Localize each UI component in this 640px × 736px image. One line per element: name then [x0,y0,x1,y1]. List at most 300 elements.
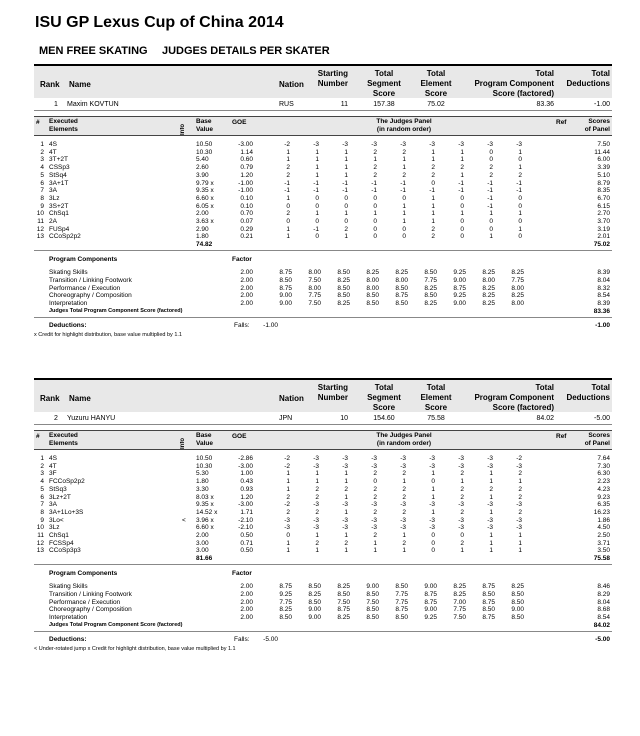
element-code: ChSq1 [49,532,69,539]
judge-score: 1 [518,547,522,555]
judge-score: 1 [489,493,493,501]
element-base-value: 3.90 [196,171,209,179]
judge-score: 2 [286,508,290,516]
judge-score: 2 [518,171,522,179]
judge-score: 1 [344,478,348,486]
tes-header-2: Element [420,393,452,402]
skater-name: Yuzuru HANYU [67,415,116,422]
num-header: # [36,119,40,126]
judge-component-score: 8.50 [366,606,379,614]
element-number: 5 [40,171,44,179]
falls-label: Falls: [234,635,250,643]
judge-score: 0 [489,218,493,225]
element-row [34,233,612,241]
judge-score: -1 [400,179,406,187]
judge-component-score: 8.25 [337,276,350,284]
judge-score: 0 [518,218,522,225]
pcs-total-row [34,308,612,316]
judge-score: -3 [516,516,522,524]
element-base-value: 9.35 x [196,187,214,195]
judge-score: 0 [373,478,377,486]
judge-score: -3 [313,455,319,462]
judge-score: 1 [286,547,290,555]
judge-score: 1 [344,470,348,478]
judge-score: -1 [342,187,348,195]
element-panel-score: 11.44 [594,148,610,156]
elements-total-row [34,241,612,249]
component-factor: 2.00 [240,590,253,598]
judge-score: -1 [487,202,493,210]
judge-component-score: 9.00 [308,606,321,614]
element-goe: -2.86 [238,455,253,462]
element-row [34,226,612,234]
pcs-header-1: Total [535,383,554,392]
judge-score: 1 [402,202,406,210]
element-row [34,486,612,494]
judge-score: -3 [371,524,377,532]
judge-score: 1 [315,164,319,172]
ref-header: Ref [556,433,567,440]
judge-score: -3 [487,524,493,532]
judge-component-score: 8.00 [366,284,379,292]
element-number: 2 [40,462,44,470]
ded-header-1: Total [591,69,610,78]
ded-header-2: Deductions [566,393,610,402]
judge-score: -2 [516,455,522,462]
element-row [34,532,612,540]
element-number: 6 [40,179,44,187]
element-code: StSq3 [49,485,67,493]
element-panel-score: 16.23 [593,508,610,516]
judge-score: 1 [344,233,348,241]
judge-score: 1 [518,225,522,233]
judge-score: -3 [400,524,406,532]
tes-header-1: Total [426,383,446,392]
judge-component-score: 8.25 [482,284,495,292]
element-panel-score: 9.23 [597,493,610,501]
tes-header-1: Total [426,69,446,78]
judge-score: 2 [518,485,522,493]
judge-score: -3 [516,141,522,148]
pcs-total-label: Judges Total Program Component Score (factored) [49,621,183,628]
component-panel-score: 8.39 [597,299,610,307]
judge-score: 0 [286,218,290,225]
element-panel-score: 2.70 [597,210,610,218]
element-code: 3Lz [49,524,60,532]
judge-score: 1 [286,194,290,202]
component-name: Choreography / Composition [49,292,132,300]
judge-component-score: 8.25 [482,269,495,277]
sop-header-2: of Panel [584,126,610,133]
event-subtitle: MEN FREE SKATING [39,45,148,57]
element-code: 4S [49,141,57,148]
element-row [34,478,612,486]
judge-score: 0 [431,179,435,187]
name-header: Name [69,80,91,89]
element-panel-score: 6.15 [597,202,610,210]
element-goe: -3.00 [238,462,253,470]
judge-score: 2 [402,493,406,501]
element-base-value: 9.35 x [196,501,214,509]
element-number: 4 [40,478,44,486]
judge-score: 2 [286,493,290,501]
judge-score: 2 [518,470,522,478]
judge-component-score: 8.25 [482,292,495,300]
judge-score: -3 [458,501,464,509]
judge-component-score: 8.25 [453,583,466,591]
component-panel-score: 8.32 [597,284,610,292]
judge-score: 2 [373,470,377,478]
judge-score: 1 [518,164,522,172]
judge-score: 2 [489,164,493,172]
judge-score: 1 [344,148,348,156]
element-row [34,180,612,188]
judge-component-score: 8.75 [279,583,292,591]
falls-value: -5.00 [263,635,278,643]
judge-score: 1 [344,171,348,179]
judge-score: 1 [315,210,319,218]
judge-score: -3 [371,516,377,524]
element-number: 10 [36,524,44,532]
skater-start-number: 10 [340,415,348,422]
judge-score: 2 [460,493,464,501]
judge-component-score: 9.00 [366,583,379,591]
element-goe: 0.10 [240,194,253,202]
judge-score: 1 [489,478,493,486]
element-panel-score: 5.10 [597,171,610,179]
judge-score: 1 [489,233,493,241]
judge-component-score: 8.75 [279,269,292,277]
judge-score: 2 [315,493,319,501]
judge-score: -2 [284,501,290,509]
judge-score: 2 [315,485,319,493]
element-number: 13 [36,233,44,241]
judge-score: 1 [344,547,348,555]
judge-score: -3 [371,462,377,470]
element-number: 6 [40,493,44,501]
skater-pcs: 83.36 [536,101,554,108]
judge-score: 1 [286,233,290,241]
component-panel-score: 8.04 [597,598,610,606]
judge-score: -3 [516,501,522,509]
element-code: 3T+2T [49,156,68,164]
element-base-value: 2.90 [196,225,209,233]
component-name: Interpretation [49,299,88,307]
judge-score: -3 [313,516,319,524]
judge-score: 1 [344,210,348,218]
judge-score: 1 [518,539,522,547]
element-base-value: 6.60 x [196,524,214,532]
element-panel-score: 3.39 [597,164,610,172]
element-code: 3Lo< [49,516,64,524]
element-panel-score: 6.30 [597,470,610,478]
element-code: 3A+1Lo+3S [49,508,84,516]
element-code: 3A [49,501,57,509]
components-header [34,256,612,264]
component-row [34,599,612,607]
judge-component-score: 8.50 [395,284,408,292]
judge-score: -3 [429,462,435,470]
element-number: 10 [36,210,44,218]
component-factor: 2.00 [240,299,253,307]
judge-score: -3 [458,516,464,524]
judge-score: 1 [344,493,348,501]
element-base-value: 10.30 [196,462,213,470]
element-base-value: 2.00 [196,532,209,539]
pcs-total-value: 83.36 [593,307,610,315]
judge-score: -3 [400,455,406,462]
judge-score: 1 [286,225,290,233]
judge-score: -3 [516,524,522,532]
judge-score: 1 [315,156,319,164]
element-base-value: 3.63 x [196,218,214,225]
elements-score-total: 75.58 [593,555,610,563]
judge-score: -3 [429,516,435,524]
element-row [34,187,612,195]
element-panel-score: 7.50 [597,141,610,148]
judge-component-score: 7.75 [395,590,408,598]
nation-header: Nation [279,80,304,89]
judge-component-score: 8.00 [308,269,321,277]
element-code: CCoSp3p3 [49,547,81,555]
pcs-header-3: Score (factored) [492,89,554,98]
element-code: 4S [49,455,57,462]
ref-header: Ref [556,119,567,126]
judge-score: 0 [431,478,435,486]
judge-score: 1 [460,156,464,164]
judge-score: -1 [342,179,348,187]
judge-score: 2 [373,493,377,501]
element-row [34,470,612,478]
judge-score: -1 [371,179,377,187]
judge-score: -3 [516,462,522,470]
element-goe: 0.50 [240,532,253,539]
element-panel-score: 8.35 [597,187,610,195]
element-code: 3A+1T [49,179,69,187]
component-row [34,614,612,622]
judge-score: 1 [315,547,319,555]
skater-start-number: 11 [340,101,348,108]
element-code: FCCoSp2p2 [49,478,85,486]
element-base-value: 2.00 [196,210,209,218]
judge-score: 2 [344,539,348,547]
panel-header-1: The Judges Panel [376,118,432,125]
element-number: 12 [36,225,44,233]
judge-score: 2 [431,171,435,179]
component-name: Performance / Execution [49,598,121,606]
element-row [34,463,612,471]
element-goe: -1.00 [238,179,253,187]
judge-score: 2 [402,470,406,478]
judge-component-score: 8.50 [366,292,379,300]
judge-score: 0 [431,547,435,555]
judge-score: -1 [313,179,319,187]
judge-score: 1 [402,156,406,164]
judge-score: 1 [489,508,493,516]
element-base-value: 5.30 [196,470,209,478]
judge-component-score: 8.00 [395,276,408,284]
skater-rank: 2 [54,415,58,422]
component-row [34,285,612,293]
element-code: FCSSp4 [49,539,74,547]
component-factor: 2.00 [240,292,253,300]
judge-component-score: 8.50 [337,590,350,598]
judge-score: -2 [284,141,290,148]
tes-header-2: Element [420,79,452,88]
judge-score: 2 [431,233,435,241]
element-row [34,210,612,218]
element-base-value: 9.79 x [196,179,214,187]
judge-component-score: 9.25 [453,292,466,300]
judge-score: 0 [286,202,290,210]
goe-header: GOE [232,433,247,440]
summary-header [34,378,612,412]
element-row [34,172,612,180]
judge-score: -1 [487,187,493,195]
sop-header-2: of Panel [584,440,610,447]
sop-header-1: Scores [588,118,610,125]
component-row [34,292,612,300]
judge-component-score: 8.00 [482,276,495,284]
judge-score: -1 [487,179,493,187]
judge-score: 1 [402,478,406,486]
element-row [34,203,612,211]
judge-score: -1 [371,187,377,195]
judge-component-score: 7.50 [308,299,321,307]
judge-component-score: 8.50 [424,269,437,277]
rank-header: Rank [40,80,60,89]
tss-header-3: Score [372,403,396,412]
components-title: Program Components [49,570,118,578]
element-code: 3Lz+2T [49,493,71,501]
judge-score: 2 [286,210,290,218]
element-panel-score: 1.86 [597,516,610,524]
exec-header-2: Elements [49,126,78,133]
element-goe: 1.00 [240,470,253,478]
skater-name: Maxim KOVTUN [67,101,119,108]
skater-tss: 154.60 [373,415,395,422]
panel-header-1: The Judges Panel [376,432,432,439]
judge-score: 1 [431,508,435,516]
element-code: StSq4 [49,171,67,179]
judge-score: 1 [344,156,348,164]
skater-tes: 75.58 [427,415,445,422]
judge-score: 1 [315,148,319,156]
judge-score: 1 [460,171,464,179]
element-number: 4 [40,164,44,172]
judge-score: -3 [313,462,319,470]
judge-component-score: 8.75 [279,284,292,292]
judge-component-score: 7.75 [279,598,292,606]
judge-score: 1 [402,532,406,539]
element-panel-score: 3.70 [597,218,610,225]
element-row [34,195,612,203]
element-number: 11 [37,532,44,539]
pcs-total-value: 84.02 [593,621,610,629]
starting-header-1: Starting [317,383,348,392]
component-name: Transition / Linking Footwork [49,590,132,598]
component-name: Transition / Linking Footwork [49,276,132,284]
judge-component-score: 7.50 [308,276,321,284]
judge-component-score: 9.25 [453,269,466,277]
judge-component-score: 8.75 [395,292,408,300]
component-factor: 2.00 [240,583,253,591]
element-goe: 0.79 [240,164,253,172]
judge-score: -3 [342,141,348,148]
element-panel-score: 3.19 [597,225,610,233]
judge-score: 0 [286,532,290,539]
judge-score: 0 [489,156,493,164]
skater-block [34,64,612,374]
element-panel-score: 6.70 [597,194,610,202]
element-base-value: 8.03 x [196,493,214,501]
judge-score: 2 [460,485,464,493]
divider [34,631,612,632]
elements-header [34,116,612,136]
element-number: 1 [40,141,44,148]
element-base-value: 14.52 x [196,508,218,516]
judge-score: -1 [313,187,319,195]
judge-score: 1 [460,547,464,555]
judge-component-score: 9.00 [453,276,466,284]
judge-score: 1 [460,478,464,486]
judge-component-score: 8.00 [511,284,524,292]
elements-score-total: 75.02 [593,241,610,249]
judge-component-score: 8.75 [395,606,408,614]
element-row [34,540,612,548]
element-number: 1 [40,455,44,462]
component-panel-score: 8.39 [597,269,610,277]
element-goe: 0.60 [240,156,253,164]
judge-component-score: 7.75 [424,276,437,284]
judge-score: 2 [315,539,319,547]
element-goe: 0.71 [240,539,253,547]
judge-score: 1 [489,532,493,539]
judge-score: 2 [431,225,435,233]
judge-component-score: 7.75 [308,292,321,300]
judge-component-score: 8.50 [279,276,292,284]
judge-score: -3 [284,516,290,524]
judge-score: 0 [460,532,464,539]
element-base-value: 1.80 [196,233,209,241]
element-row [34,455,612,463]
element-number: 7 [40,187,44,195]
judge-score: -3 [342,501,348,509]
judge-score: 2 [402,508,406,516]
judge-score: -3 [429,141,435,148]
judge-score: 2 [344,485,348,493]
element-row [34,547,612,555]
component-name: Skating Skills [49,583,88,591]
component-factor: 2.00 [240,284,253,292]
element-code: 3Lz [49,194,60,202]
judge-component-score: 8.50 [511,590,524,598]
judge-score: -2 [284,455,290,462]
judge-score: -1 [400,187,406,195]
judge-score: 1 [373,156,377,164]
judge-score: 0 [402,194,406,202]
component-name: Interpretation [49,613,88,621]
component-row [34,269,612,277]
judge-score: 1 [489,539,493,547]
panel-header-2: (in random order) [376,440,432,447]
judge-score: -1 [313,225,319,233]
judge-score: 2 [489,171,493,179]
judge-score: 1 [402,210,406,218]
components-title: Program Components [49,256,118,264]
judge-component-score: 8.50 [511,613,524,621]
judge-component-score: 8.50 [308,598,321,606]
